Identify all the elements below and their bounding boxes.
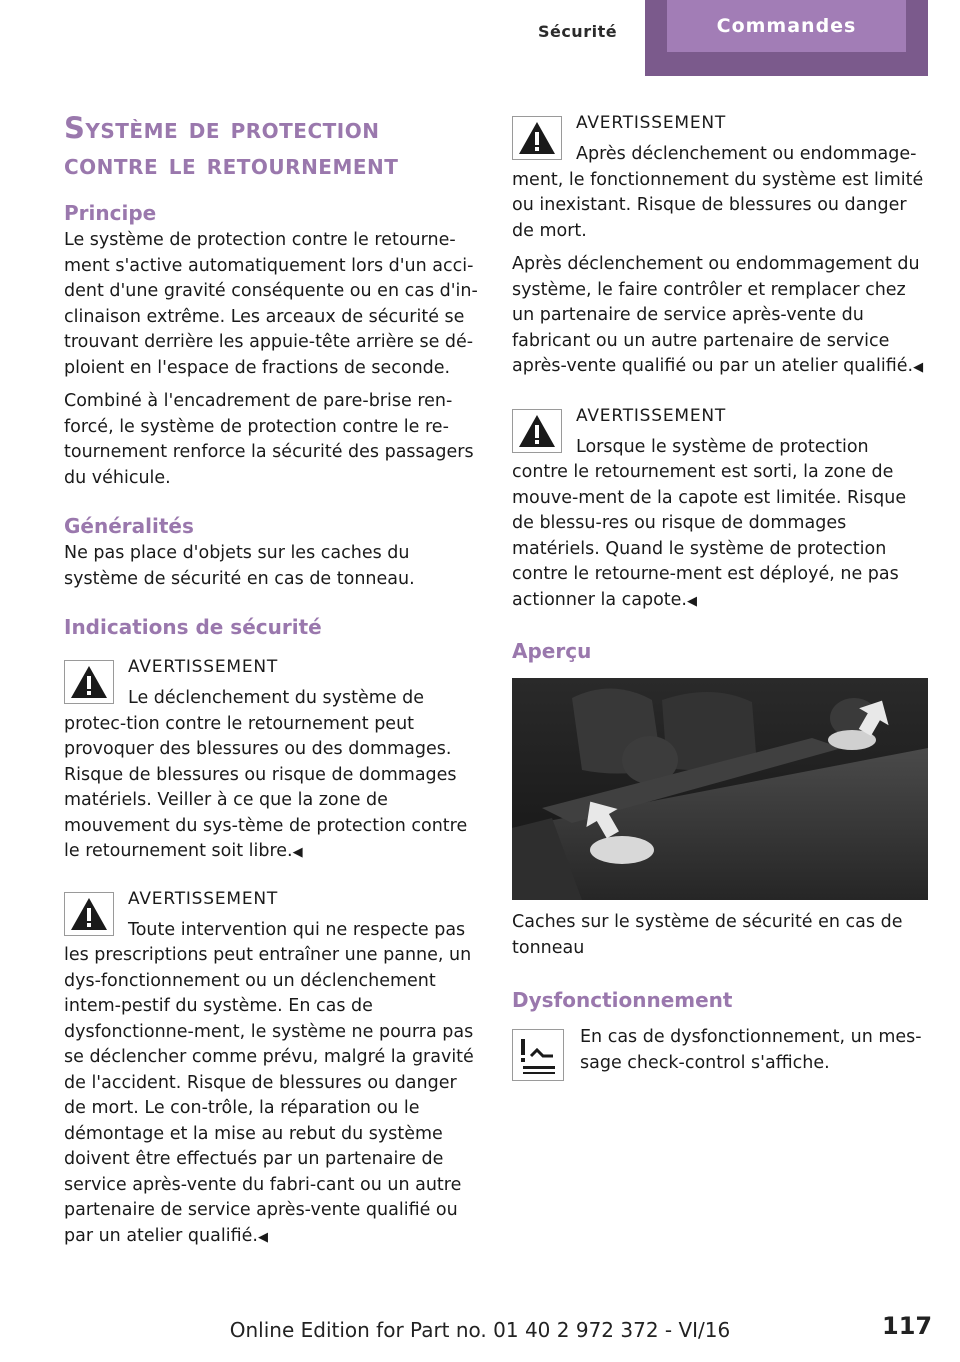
warning-body-1 [64,686,480,866]
warning-triangle-icon [64,660,114,704]
tab-securite[interactable]: Sécurité [537,21,618,41]
page-title [64,110,480,182]
warning-triangle-icon [512,116,562,160]
warning-block-4 [512,403,930,615]
end-mark-icon: ◀ [913,360,924,375]
warning-block-3 [512,110,930,381]
warning-body-2 [64,918,480,1251]
warning-text-1: Le déclenchement du système de protec-tion contre le retournement peut provoquer des blessures ou des dommages. Risque de blessures ou risque de dommages matériels. Veiller à ce que la zone de mouvement du sys-tème de protection contre le retournement soit libre. [64,688,468,861]
warning-title-1: AVERTISSEMENT [128,657,279,677]
left-column [64,110,480,1250]
end-mark-icon: ◀ [257,1229,268,1245]
warning-title-2: AVERTISSEMENT [128,888,279,909]
page-title-line1: Système de protection [64,111,380,145]
check-control-warning-icon [512,1029,564,1081]
dysfonctionnement-heading: Dysfonctionnement [512,988,733,1012]
end-mark-icon: ◀ [292,845,303,860]
warning-body-4 [512,435,930,615]
end-mark-icon: ◀ [686,593,697,609]
warning-text-4: Lorsque le système de protection contre le retournement est sorti, la zone de mouve-ment de la capote est limitée. Risque de blessu-res ou risque de dommages matériels. Quand le système de protection contre le retourne-ment est déployé, ne pas actionner la capote. [512,436,907,610]
warning-triangle-icon [64,892,114,936]
indications-heading: Indications de sécurité [64,615,322,639]
principe-paragraph-2: Combiné à l'encadrement de pare-brise ren-forcé, le système de protection contre le re-tournement renforce la sécurité des passagers du véhicule. [64,391,474,488]
generalites-paragraph: Ne pas place d'objets sur les caches du système de sécurité en cas de tonneau. [64,543,415,589]
warning-title-4: AVERTISSEMENT [576,405,727,426]
warning-text-2: Toute intervention qui ne respecte pas les prescriptions peut entraîner une panne, un dys-fonctionnement ou un déclenchement intem-pestif du système. En cas de dysfonctionne-ment, le système ne pourra pas se déclencher comme prévu, malgré la gravité de l'accident. Risque de blessures ou danger de mort. Le con-trôle, la réparation ou le démontage et la mise au rebut du système doivent être effectués par un partenaire de service après-vente du fabri-cant ou un autre partenaire de service après-vente qualifié ou par un atelier qualifié. [64,919,474,1246]
footer-edition: Online Edition for Part no. 01 40 2 972 372 - VI/16 [229,1318,731,1342]
rollover-bar-covers-image [512,678,928,900]
warning-triangle-icon [512,409,562,453]
warning-body-3: Après déclenchement ou endommage-ment, le fonctionnement du système est limité ou inexistant. Risque de blessures ou danger de mort. [512,144,924,241]
warning-block-1 [64,654,480,866]
warning-title-3: AVERTISSEMENT [576,113,727,133]
figure-caption: Caches sur le système de sécurité en cas de tonneau [512,912,903,958]
dysfonctionnement-paragraph: En cas de dysfonctionnement, un mes-sage check-control s'affiche. [580,1027,922,1073]
dysfonctionnement-block [512,1025,930,1076]
warning-text-3b: Après déclenchement ou endommagement du système, le faire contrôler et remplacer chez un partenaire de service après-vente du fabricant ou un autre partenaire de service après-vente qualifié ou par un atelier qualifié. [512,254,920,376]
page-title-line2: contre le retournement [64,147,399,181]
apercu-heading: Aperçu [512,639,592,663]
tab-commandes[interactable] [645,0,928,76]
right-column [512,110,930,1085]
tab-commandes-label: Commandes [667,0,906,52]
warning-block-2 [64,886,480,1251]
warning-body-3b [512,252,930,381]
page-number: 117 [882,1312,933,1340]
principe-heading: Principe [64,201,157,225]
generalites-heading: Généralités [64,514,194,538]
principe-paragraph-1: Le système de protection contre le retourne-ment s'active automatiquement lors d'un acci-dent d'une gravité conséquente ou en cas d'in-clinaison extrême. Les arceaux de sécurité se trouvant derrière les appuie-tête arrière se dé-ploient en l'espace de fractions de seconde. [64,230,478,378]
